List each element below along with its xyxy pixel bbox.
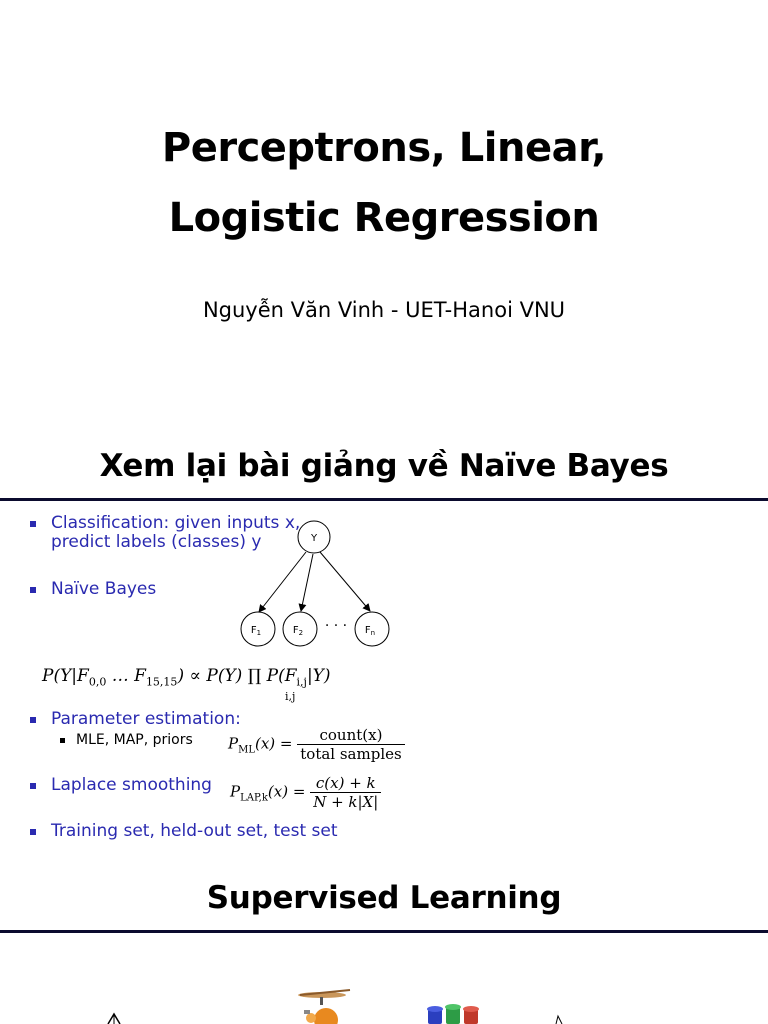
node-f2-label: $F_2$ <box>292 625 304 637</box>
sketch-icon <box>108 1014 120 1024</box>
ellipsis: · · · <box>324 618 348 634</box>
bullet-marker <box>60 738 65 743</box>
laplace-fraction: $\frac{c(x) + k}{N + k|X|}$ <box>310 774 381 811</box>
title-slide <box>0 0 768 430</box>
slide-heading: Xem lại bài giảng về Naïve Bayes <box>99 448 669 484</box>
product-subscript: i,j <box>285 690 296 703</box>
bullet-marker <box>30 783 36 789</box>
bullet-laplace-smoothing <box>30 776 212 795</box>
supervised-learning-images <box>0 858 768 1024</box>
bullet-marker <box>30 829 36 835</box>
naive-bayes-review-slide <box>0 430 768 858</box>
naive-bayes-formula: $P(Y|F_{0,0}$ … $F_{15,15}) \propto P(Y)$ ∏ $P(F_{i,j}|Y)$ <box>42 666 331 689</box>
bullet-training-sets <box>30 822 338 841</box>
mle-fraction: $\frac{\text{count(x)}}{\text{total samples}}$ <box>297 726 404 763</box>
bullet-text: Laplace smoothing <box>51 775 212 795</box>
bullet-marker <box>30 717 36 723</box>
sub-bullet-mle <box>60 732 193 748</box>
bullet-text: Training set, held-out set, test set <box>51 821 338 841</box>
laplace-formula: $P_{LAP,k}(x)$ = $\frac{c(x) + k}{N + k|X|}$ <box>230 774 381 811</box>
slide-title-line-2: Logistic Regression <box>168 195 600 241</box>
mle-formula: $P_{ML}(x)$ = $\frac{\text{count(x)}}{\text{total samples}}$ <box>228 726 405 763</box>
edge-y-fn <box>320 552 370 611</box>
bullet-parameter-estimation <box>30 710 241 729</box>
sub-bullet-text: MLE, MAP, priors <box>76 732 193 748</box>
bullet-text: Naïve Bayes <box>51 579 157 599</box>
bullet-text: Classification: given inputs x, predict labels (classes) y <box>51 513 301 552</box>
edge-y-f2 <box>301 554 313 611</box>
node-f1-label: $F_1$ <box>250 625 262 637</box>
slide-heading: Supervised Learning <box>206 880 562 916</box>
edge-y-f1 <box>259 552 306 612</box>
node-y-label: Y <box>310 533 318 544</box>
robot-toy-icon <box>298 990 350 1024</box>
sketch-icon <box>556 1016 562 1024</box>
colored-cups-icon <box>427 1004 479 1024</box>
bullet-text: Parameter estimation: <box>51 709 241 729</box>
node-fn-label: $F_n$ <box>364 625 376 637</box>
author-line: Nguyễn Văn Vinh - UET-Hanoi VNU <box>202 298 566 322</box>
slide-title-line-1: Perceptrons, Linear, <box>161 125 607 171</box>
supervised-learning-slide <box>0 858 768 1024</box>
